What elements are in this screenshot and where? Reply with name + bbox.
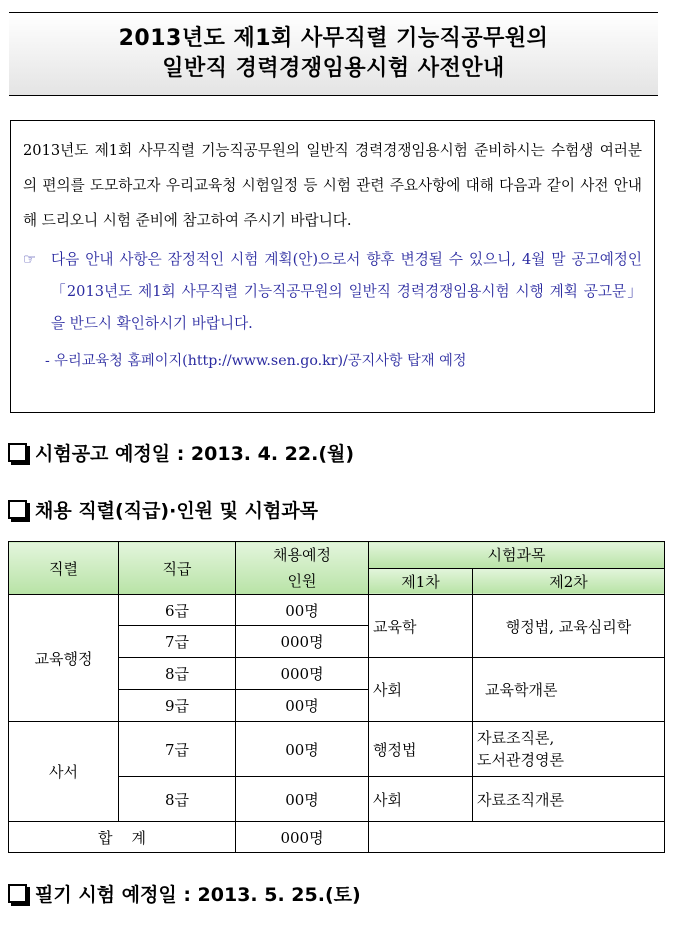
- header-first: 제1차: [369, 568, 473, 595]
- count-cell: 000명: [236, 658, 369, 690]
- homepage-notice-line: - 우리교육청 홈페이지(http://www.sen.go.kr)/공지사항 탑재 예정: [45, 353, 467, 369]
- section-written-exam-text: 필기 시험 예정일 : 2013. 5. 25.(토): [35, 884, 361, 906]
- total-count: 000명: [236, 822, 369, 853]
- checkbox-icon: [8, 884, 27, 903]
- subject2-cell: 자료조직개론: [473, 777, 665, 822]
- count-cell: 00명: [236, 722, 369, 777]
- subject2-line1: 자료조직론,: [477, 729, 555, 747]
- header-headcount-line1: 채용예정: [273, 546, 331, 564]
- subject1-cell: 교육학: [369, 595, 473, 658]
- count-cell: 00명: [236, 777, 369, 822]
- grade-cell: 7급: [119, 722, 236, 777]
- page-title-line2: 일반직 경력경쟁임용시험 사전안내: [162, 56, 505, 81]
- section-announcement: [8, 439, 354, 466]
- header-headcount-line2: 인원: [287, 572, 317, 590]
- header-grade: 직급: [119, 542, 236, 595]
- series-librarian: 사서: [9, 722, 119, 822]
- grade-cell: 7급: [119, 626, 236, 658]
- table-row: [9, 595, 665, 626]
- table-row: [9, 722, 665, 777]
- header-series: 직렬: [9, 542, 119, 595]
- checkbox-icon: [8, 500, 27, 519]
- positions-table: [8, 541, 665, 853]
- notice-box: [10, 120, 655, 413]
- notice-bullet: [23, 244, 642, 340]
- subject2-line2: 도서관경영론: [477, 751, 564, 769]
- header-headcount: [236, 542, 369, 595]
- subject1-cell: 사회: [369, 777, 473, 822]
- page-title-line1: 2013년도 제1회 사무직렬 기능직공무원의: [118, 26, 549, 51]
- grade-cell: 9급: [119, 690, 236, 722]
- notice-bullet-text: 다음 안내 사항은 잠정적인 시험 계획(안)으로서 향후 변경될 수 있으니, 4월 말 공고예정인「2013년도 제1회 사무직렬 기능직공무원의 일반직 경력경쟁임용시험 시행 계획 공고문」을 반드시 확인하시기 바랍니다.: [51, 251, 642, 332]
- total-label: 합 계: [9, 822, 236, 853]
- table-total-row: [9, 822, 665, 853]
- series-admin: 교육행정: [9, 595, 119, 722]
- grade-cell: 8급: [119, 777, 236, 822]
- grade-cell: 6급: [119, 595, 236, 626]
- section-written-exam: [8, 880, 361, 907]
- notice-paragraph: 2013년도 제1회 사무직렬 기능직공무원의 일반직 경력경쟁임용시험 준비하시는 수험생 여러분의 편의를 도모하고자 우리교육청 시험일정 등 시험 관련 주요사항에 대해 다음과 같이 사전 안내해 드리오니 시험 준비에 참고하여 주시기 바랍니다.: [23, 142, 642, 229]
- subject2-cell: [473, 722, 665, 777]
- subject2-cell: 행정법, 교육심리학: [473, 595, 665, 658]
- subject2-cell: 교육학개론: [473, 658, 665, 722]
- pointing-hand-icon: ☞: [23, 251, 37, 268]
- checkbox-icon: [8, 443, 27, 462]
- count-cell: 000명: [236, 626, 369, 658]
- subject1-cell: 행정법: [369, 722, 473, 777]
- grade-cell: 8급: [119, 658, 236, 690]
- section-positions: [8, 496, 318, 523]
- section-positions-text: 채용 직렬(직급)·인원 및 시험과목: [35, 500, 319, 522]
- count-cell: 00명: [236, 595, 369, 626]
- section-announcement-text: 시험공고 예정일 : 2013. 4. 22.(월): [35, 443, 355, 465]
- total-empty-cell: [369, 822, 665, 853]
- header-second: 제2차: [473, 568, 665, 595]
- table-header-row: [9, 542, 665, 569]
- page-title: [9, 12, 658, 96]
- header-subjects: 시험과목: [369, 542, 665, 569]
- subject1-cell: 사회: [369, 658, 473, 722]
- count-cell: 00명: [236, 690, 369, 722]
